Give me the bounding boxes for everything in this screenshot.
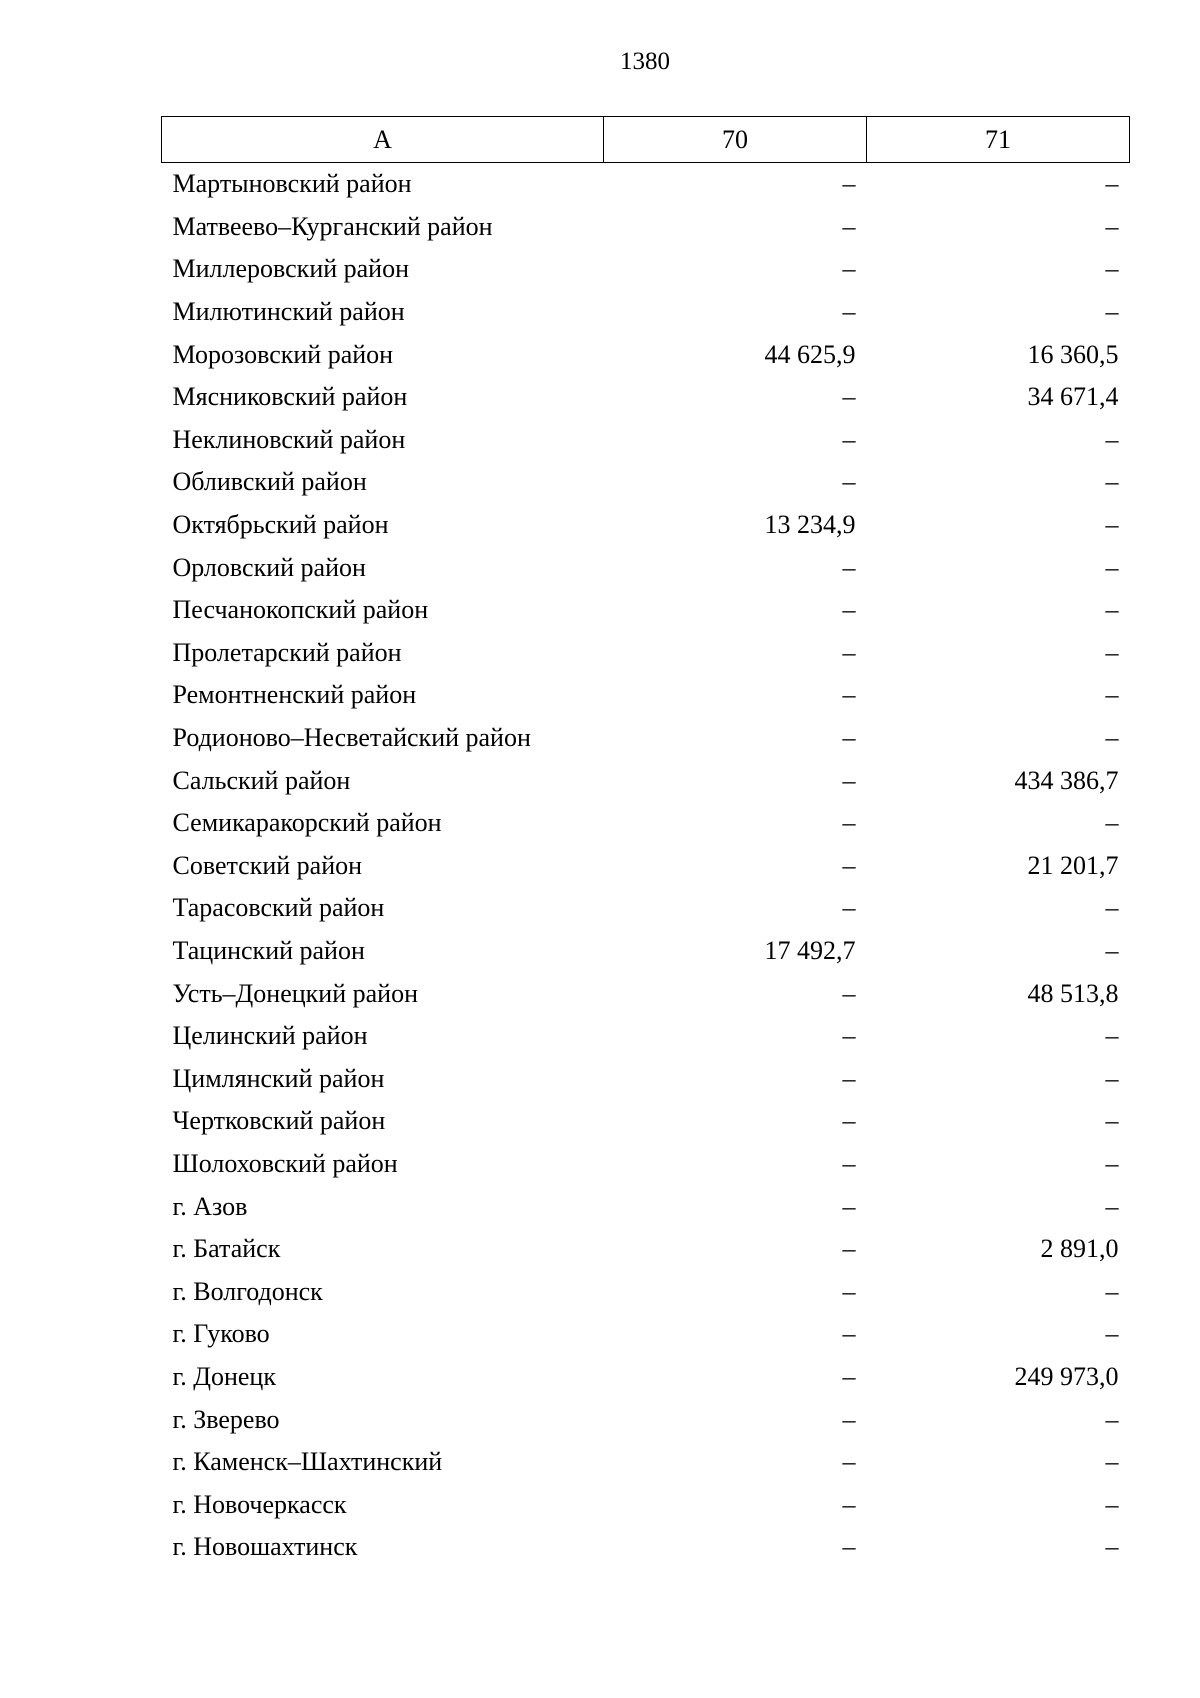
row-name-cell: Орловский район (172, 552, 366, 582)
value-cell-70: – (842, 211, 856, 241)
row-name-cell: Матвеево–Курганский район (172, 211, 493, 241)
header-row (162, 117, 1130, 163)
value-cell-70: – (842, 1319, 856, 1349)
value-cell-70: – (842, 254, 856, 284)
table-row (162, 333, 1130, 376)
value-cell-70: – (842, 808, 856, 838)
row-name-cell: Целинский район (172, 1021, 368, 1051)
value-cell-71: – (1105, 510, 1119, 540)
value-cell-70: – (842, 850, 856, 880)
value-cell-70: – (842, 382, 856, 412)
column-header-71: 71 (867, 117, 1130, 163)
value-cell-71: 16 360,5 (1027, 339, 1119, 369)
value-cell-71: 2 891,0 (1040, 1234, 1119, 1264)
value-cell-71: – (1105, 467, 1119, 497)
table-row (162, 1100, 1130, 1143)
row-name-cell: Чертковский район (172, 1106, 386, 1136)
value-cell-71: – (1105, 211, 1119, 241)
value-cell-70: – (842, 1361, 856, 1391)
value-cell-70: – (842, 978, 856, 1008)
row-name-cell: Сальский район (172, 765, 351, 795)
row-name-cell: Пролетарский район (172, 637, 402, 667)
table-row (162, 1270, 1130, 1313)
row-name-cell: Мартыновский район (172, 169, 412, 199)
value-cell-71: – (1105, 595, 1119, 625)
value-cell-71: 249 973,0 (1014, 1361, 1119, 1391)
value-cell-71: – (1105, 552, 1119, 582)
table-row (162, 845, 1130, 888)
row-name-cell: Родионово–Несветайский район (172, 723, 531, 753)
table-row (162, 802, 1130, 845)
row-name-cell: г. Новочеркасск (172, 1489, 347, 1519)
row-name-cell: Ремонтненский район (172, 680, 417, 710)
value-cell-71: – (1105, 1489, 1119, 1519)
row-name-cell: Обливский район (172, 467, 367, 497)
row-name-cell: г. Батайск (172, 1234, 281, 1264)
value-cell-70: – (842, 1148, 856, 1178)
value-cell-70: – (842, 467, 856, 497)
row-name-cell: Неклиновский район (172, 424, 406, 454)
row-name-cell: Мясниковский район (172, 382, 408, 412)
row-name-cell: г. Зверево (172, 1404, 280, 1434)
row-name-cell: г. Волгодонск (172, 1276, 323, 1306)
value-cell-71: 21 201,7 (1027, 850, 1119, 880)
value-cell-71: 434 386,7 (1014, 765, 1119, 795)
table-row (162, 1185, 1130, 1228)
value-cell-71: – (1105, 297, 1119, 327)
value-cell-71: – (1105, 254, 1119, 284)
value-cell-70: – (842, 1489, 856, 1519)
value-cell-70: – (842, 297, 856, 327)
table-row (162, 632, 1130, 675)
value-cell-70: – (842, 1276, 856, 1306)
table-row (162, 248, 1130, 291)
table-row (162, 1483, 1130, 1526)
row-name-cell: Песчанокопский район (172, 595, 429, 625)
value-cell-71: – (1105, 424, 1119, 454)
value-cell-70: 17 492,7 (764, 935, 856, 965)
table-row (162, 163, 1130, 206)
table-row (162, 419, 1130, 462)
value-cell-70: – (842, 552, 856, 582)
row-name-cell: г. Каменск–Шахтинский (172, 1447, 443, 1477)
value-cell-71: – (1105, 1404, 1119, 1434)
table-row (162, 1356, 1130, 1399)
value-cell-71: – (1105, 893, 1119, 923)
table-body (162, 163, 1130, 1569)
table-row (162, 504, 1130, 547)
value-cell-70: – (842, 1404, 856, 1434)
value-cell-71: 34 671,4 (1027, 382, 1119, 412)
row-name-cell: Тарасовский район (172, 893, 385, 923)
row-name-cell: Цимлянский район (172, 1063, 385, 1093)
data-table (161, 116, 1130, 1569)
value-cell-71: – (1105, 680, 1119, 710)
table-row (162, 674, 1130, 717)
table-row (162, 1143, 1130, 1186)
table-row (162, 291, 1130, 334)
row-name-cell: Семикаракорский район (172, 808, 442, 838)
value-cell-70: – (842, 723, 856, 753)
column-header-70: 70 (604, 117, 867, 163)
value-cell-71: – (1105, 169, 1119, 199)
value-cell-71: – (1105, 935, 1119, 965)
value-cell-71: – (1105, 1319, 1119, 1349)
table-row (162, 1057, 1130, 1100)
table-row (162, 717, 1130, 760)
table-row (162, 206, 1130, 249)
table-row (162, 972, 1130, 1015)
value-cell-71: – (1105, 808, 1119, 838)
row-name-cell: Тацинский район (172, 935, 365, 965)
row-name-cell: Советский район (172, 850, 363, 880)
value-cell-70: – (842, 1106, 856, 1136)
value-cell-71: – (1105, 1106, 1119, 1136)
value-cell-70: – (842, 1063, 856, 1093)
value-cell-70: – (842, 765, 856, 795)
value-cell-71: – (1105, 1148, 1119, 1178)
row-name-cell: Милютинский район (172, 297, 405, 327)
value-cell-70: – (842, 424, 856, 454)
value-cell-70: – (842, 595, 856, 625)
value-cell-70: 13 234,9 (764, 510, 856, 540)
table-row (162, 1398, 1130, 1441)
value-cell-70: – (842, 1447, 856, 1477)
row-name-cell: Морозовский район (172, 339, 394, 369)
value-cell-70: – (842, 1191, 856, 1221)
value-cell-71: – (1105, 1021, 1119, 1051)
row-name-cell: г. Гуково (172, 1319, 270, 1349)
table-row (162, 461, 1130, 504)
value-cell-70: – (842, 680, 856, 710)
value-cell-70: 44 625,9 (764, 339, 856, 369)
table-row (162, 546, 1130, 589)
value-cell-71: – (1105, 1276, 1119, 1306)
value-cell-70: – (842, 893, 856, 923)
column-header-a: А (162, 117, 604, 163)
table-row (162, 1313, 1130, 1356)
row-name-cell: Усть–Донецкий район (172, 978, 418, 1008)
table-row (162, 1441, 1130, 1484)
page-number: 1380 (620, 48, 670, 75)
table-header (162, 117, 1130, 163)
row-name-cell: г. Азов (172, 1191, 248, 1221)
row-name-cell: г. Новошахтинск (172, 1532, 358, 1562)
table-row (162, 887, 1130, 930)
row-name-cell: Шолоховский район (172, 1148, 398, 1178)
value-cell-70: – (842, 1532, 856, 1562)
value-cell-70: – (842, 1021, 856, 1051)
row-name-cell: г. Донецк (172, 1361, 276, 1391)
value-cell-71: – (1105, 723, 1119, 753)
value-cell-71: – (1105, 1447, 1119, 1477)
table-row (162, 930, 1130, 973)
table-row (162, 1228, 1130, 1271)
data-table-container (161, 116, 1129, 1569)
value-cell-71: – (1105, 1532, 1119, 1562)
table-row (162, 1015, 1130, 1058)
value-cell-71: 48 513,8 (1027, 978, 1119, 1008)
table-row (162, 589, 1130, 632)
value-cell-70: – (842, 1234, 856, 1264)
table-row (162, 759, 1130, 802)
value-cell-71: – (1105, 1191, 1119, 1221)
row-name-cell: Миллеровский район (172, 254, 410, 284)
table-row (162, 1526, 1130, 1569)
table-row (162, 376, 1130, 419)
value-cell-70: – (842, 637, 856, 667)
value-cell-71: – (1105, 1063, 1119, 1093)
value-cell-71: – (1105, 637, 1119, 667)
row-name-cell: Октябрьский район (172, 510, 389, 540)
value-cell-70: – (842, 169, 856, 199)
